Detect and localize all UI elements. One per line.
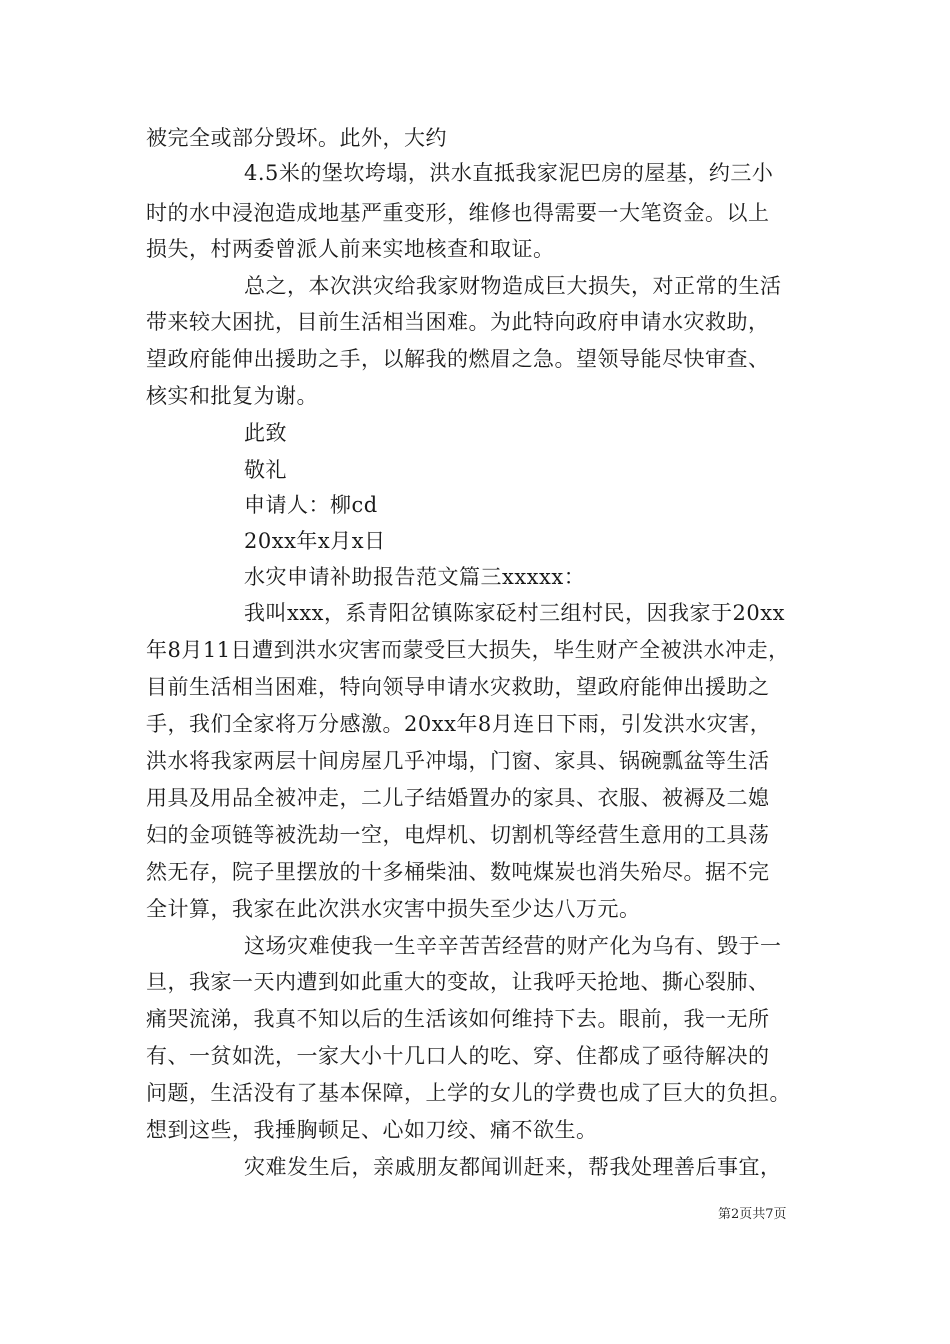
text-line: 有、一贫如洗，一家大小十几口人的吃、穿、住都成了亟待解决的 (146, 1044, 770, 1068)
text-line: 灾难发生后，亲戚朋友都闻训赶来，帮我处理善后事宜， (244, 1155, 782, 1179)
text-line: 目前生活相当困难，特向领导申请水灾救助，望政府能伸出援助之 (146, 675, 770, 699)
text-line: 旦，我家一天内遭到如此重大的变故，让我呼天抢地、撕心裂肺、 (146, 970, 770, 994)
text-line: 然无存，院子里摆放的十多桶柴油、数吨煤炭也消失殆尽。据不完 (146, 860, 770, 884)
text-line: 损失，村两委曾派人前来实地核查和取证。 (146, 237, 555, 261)
text-line: 手，我们全家将万分感激。20xx年8月连日下雨，引发洪水灾害， (146, 712, 772, 736)
text-line: 年8月11日遭到洪水灾害而蒙受巨大损失，毕生财产全被洪水冲走， (146, 638, 790, 662)
text-line: 水灾申请补助报告范文篇三xxxxx： (244, 565, 586, 589)
text-line: 这场灾难使我一生辛辛苦苦经营的财产化为乌有、毁于一 (244, 934, 782, 958)
text-line: 问题，生活没有了基本保障，上学的女儿的学费也成了巨大的负担。 (146, 1081, 791, 1105)
text-line: 4.5米的堡坎垮塌，洪水直抵我家泥巴房的屋基，约三小 (244, 161, 774, 185)
text-line: 敬礼 (244, 458, 287, 482)
text-line: 申请人：柳cd (244, 493, 378, 517)
text-line: 想到这些，我捶胸顿足、心如刀绞、痛不欲生。 (146, 1118, 598, 1142)
text-line: 我叫xxx，系青阳岔镇陈家砭村三组村民，因我家于20xx (244, 601, 785, 625)
text-line: 20xx年x月x日 (244, 529, 386, 553)
text-line: 时的水中浸泡造成地基严重变形，维修也得需要一大笔资金。以上 (146, 201, 770, 225)
text-line: 全计算，我家在此次洪水灾害中损失至少达八万元。 (146, 897, 641, 921)
text-line: 核实和批复为谢。 (146, 384, 318, 408)
text-line: 此致 (244, 421, 287, 445)
text-line: 妇的金项链等被洗劫一空，电焊机、切割机等经营生意用的工具荡 (146, 823, 770, 847)
text-line: 洪水将我家两层十间房屋几乎冲塌，门窗、家具、锅碗瓢盆等生活 (146, 749, 770, 773)
page-number: 第2页共7页 (718, 1207, 787, 1222)
text-line: 用具及用品全被冲走，二儿子结婚置办的家具、衣服、被褥及二媳 (146, 786, 770, 810)
text-line: 被完全或部分毁坏。此外，大约 (146, 126, 447, 150)
text-line: 带来较大困扰，目前生活相当困难。为此特向政府申请水灾救助， (146, 310, 770, 334)
text-line: 痛哭流涕，我真不知以后的生活该如何维持下去。眼前，我一无所 (146, 1007, 770, 1031)
text-line: 望政府能伸出援助之手，以解我的燃眉之急。望领导能尽快审查、 (146, 347, 770, 371)
text-line: 总之，本次洪灾给我家财物造成巨大损失，对正常的生活 (244, 274, 782, 298)
